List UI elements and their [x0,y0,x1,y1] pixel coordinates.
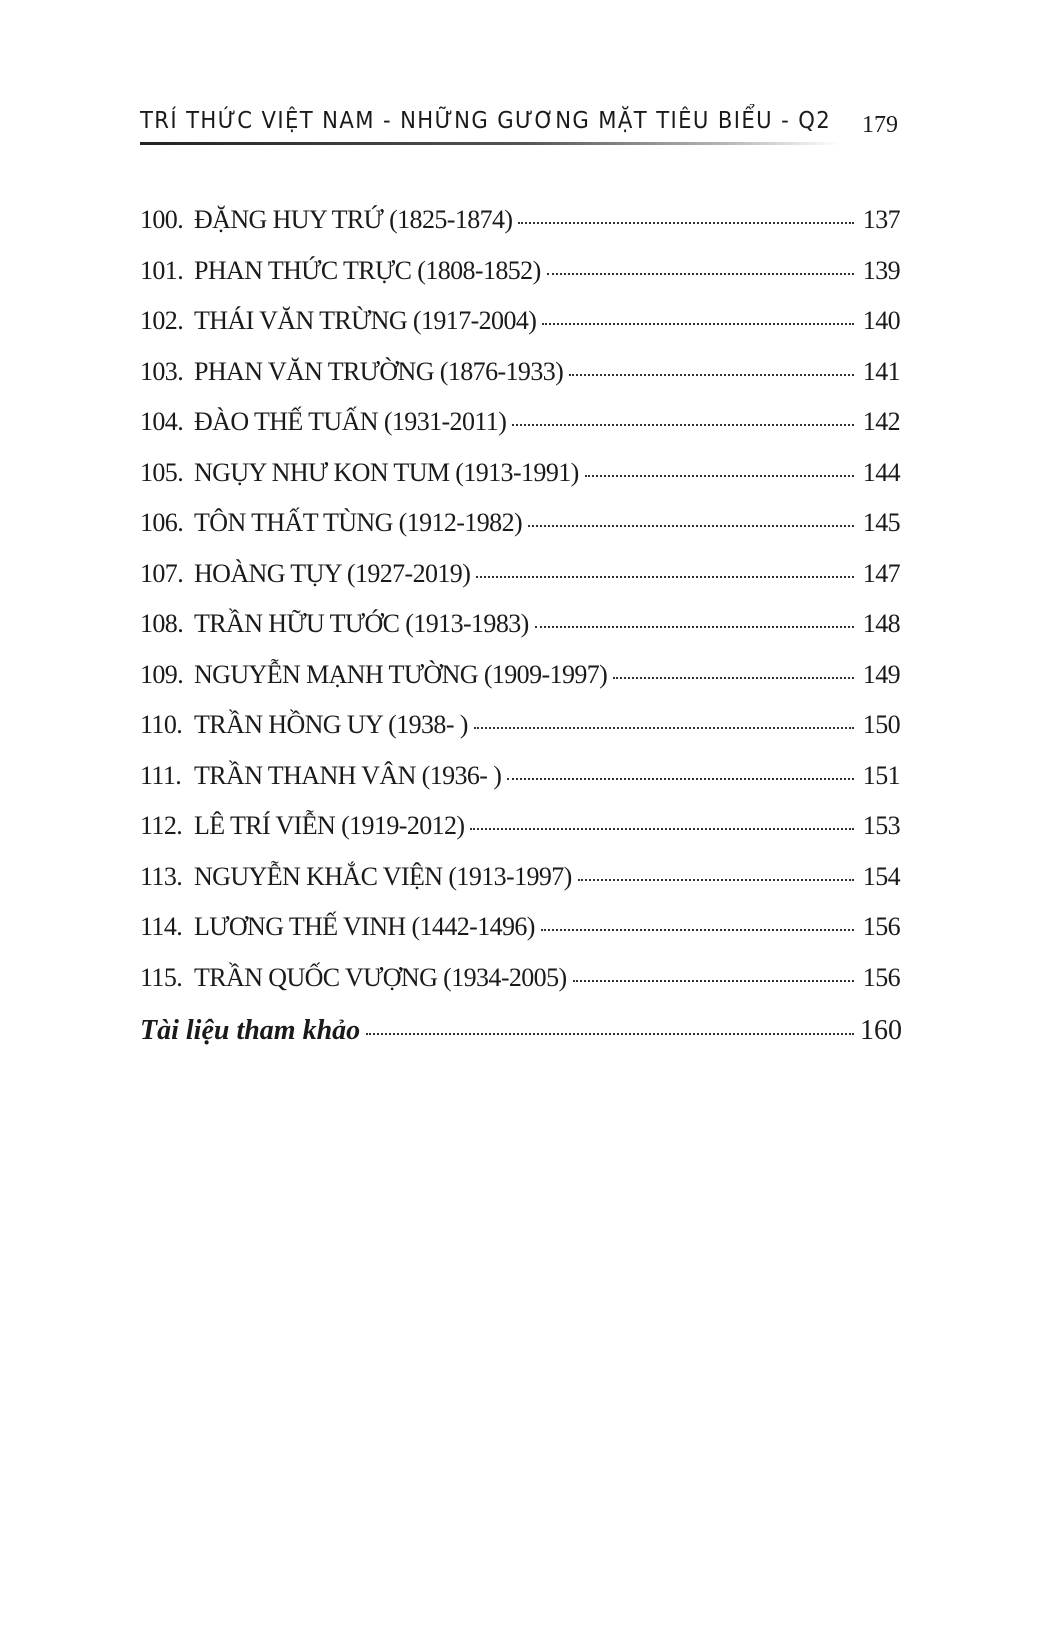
toc-entry [140,710,900,761]
dot-leader [507,778,854,780]
dot-leader [476,576,854,578]
running-header-title: TRÍ THỨC VIỆT NAM - NHỮNG GƯƠNG MẶT TIÊU BIỂU - Q2 [140,108,832,134]
toc-entry-page: 150 [862,710,900,739]
toc-entry [140,660,900,711]
toc-entry-title: NGUYỄN KHẮC VIỆN (1913-1997) [194,861,572,891]
toc-entry [140,862,900,913]
toc-entry-title: PHAN VĂN TRƯỜNG (1876-1933) [194,356,564,386]
running-header [140,104,900,144]
dot-leader [474,727,854,729]
dot-leader [569,374,854,376]
dot-leader [613,677,854,679]
toc-entry [140,761,900,812]
dot-leader [541,929,854,931]
toc-entry-title: TRẦN HỒNG UY (1938- ) [194,710,468,739]
toc-entry-title: TRẦN HỮU TƯỚC (1913-1983) [194,609,529,638]
toc-entry-page: 149 [862,659,900,689]
toc-entry-title: NGỤY NHƯ KON TUM (1913-1991) [194,457,579,487]
toc-entry-page: 145 [862,508,900,537]
toc-entry-title: HOÀNG TỤY (1927-2019) [194,558,471,588]
toc-entry-page: 154 [862,861,900,891]
toc-entry [140,811,900,862]
toc-entry [140,407,900,458]
toc-entry-number: 111. [140,760,182,790]
references-page: 160 [860,1015,902,1046]
toc-entry [140,256,900,307]
toc-entry-page: 141 [862,356,900,386]
toc-entry-number: 100. [140,205,184,234]
toc-entry [140,508,900,559]
toc-entry-number: 108. [140,609,184,638]
toc-entry-number: 113. [140,861,183,891]
toc-entry-title: ĐẶNG HUY TRỨ (1825-1874) [194,205,513,234]
toc-entry-number: 114. [140,912,183,941]
toc-entry [140,458,900,509]
toc-entry [140,559,900,610]
dot-leader [542,323,854,325]
page-number: 179 [862,112,898,138]
toc-entry-page: 156 [862,912,900,941]
dot-leader [528,525,854,527]
toc-entry [140,963,900,1014]
toc-entry-page: 137 [862,205,900,234]
toc-entry [140,357,900,408]
dot-leader [585,475,854,477]
toc-entry-page: 153 [862,811,900,840]
toc-entry-page: 139 [862,255,900,285]
toc-entry-title: TRẦN THANH VÂN (1936- ) [194,760,502,790]
header-rule [140,142,840,145]
toc-entry-number: 107. [140,558,184,588]
toc-entry [140,912,900,963]
toc-entry-title: TÔN THẤT TÙNG (1912-1982) [194,508,523,537]
toc-entry-number: 112. [140,811,183,840]
toc-references-entry [140,1015,900,1047]
toc-entry-title: NGUYỄN MẠNH TƯỜNG (1909-1997) [194,659,608,689]
toc-entry-title: ĐÀO THẾ TUẤN (1931-2011) [194,407,507,436]
dot-leader [573,980,854,982]
dot-leader [535,626,854,628]
toc-entry [140,609,900,660]
toc-entry-number: 115. [140,962,183,992]
toc-entry-title: LÊ TRÍ VIỄN (1919-2012) [194,811,465,840]
toc-entry-page: 142 [862,407,900,436]
toc-entry-title: LƯƠNG THẾ VINH (1442-1496) [194,912,535,941]
dot-leader [366,1033,854,1035]
toc-entry-page: 156 [862,962,900,992]
dot-leader [578,879,854,881]
toc-entry-page: 148 [862,609,900,638]
toc-entry-number: 101. [140,255,184,285]
toc-entry-page: 144 [862,457,900,487]
toc-entry [140,205,900,256]
toc-entry-number: 105. [140,457,184,487]
toc-entry-number: 104. [140,407,184,436]
toc-entry-page: 151 [862,760,900,790]
dot-leader [547,273,854,275]
table-of-contents [140,205,900,1047]
toc-entry-number: 102. [140,306,184,335]
toc-entry [140,306,900,357]
toc-entry-number: 106. [140,508,184,537]
toc-entry-number: 103. [140,356,184,386]
toc-entry-page: 140 [862,306,900,335]
toc-entry-page: 147 [862,558,900,588]
toc-entry-title: PHAN THỨC TRỰC (1808-1852) [194,255,541,285]
toc-entry-title: THÁI VĂN TRỪNG (1917-2004) [194,306,537,335]
dot-leader [518,222,854,224]
dot-leader [512,424,854,426]
toc-entry-number: 110. [140,710,183,739]
dot-leader [470,828,854,830]
toc-entry-number: 109. [140,659,184,689]
toc-entry-title: TRẦN QUỐC VƯỢNG (1934-2005) [194,962,567,992]
references-title: Tài liệu tham khảo [140,1015,361,1046]
